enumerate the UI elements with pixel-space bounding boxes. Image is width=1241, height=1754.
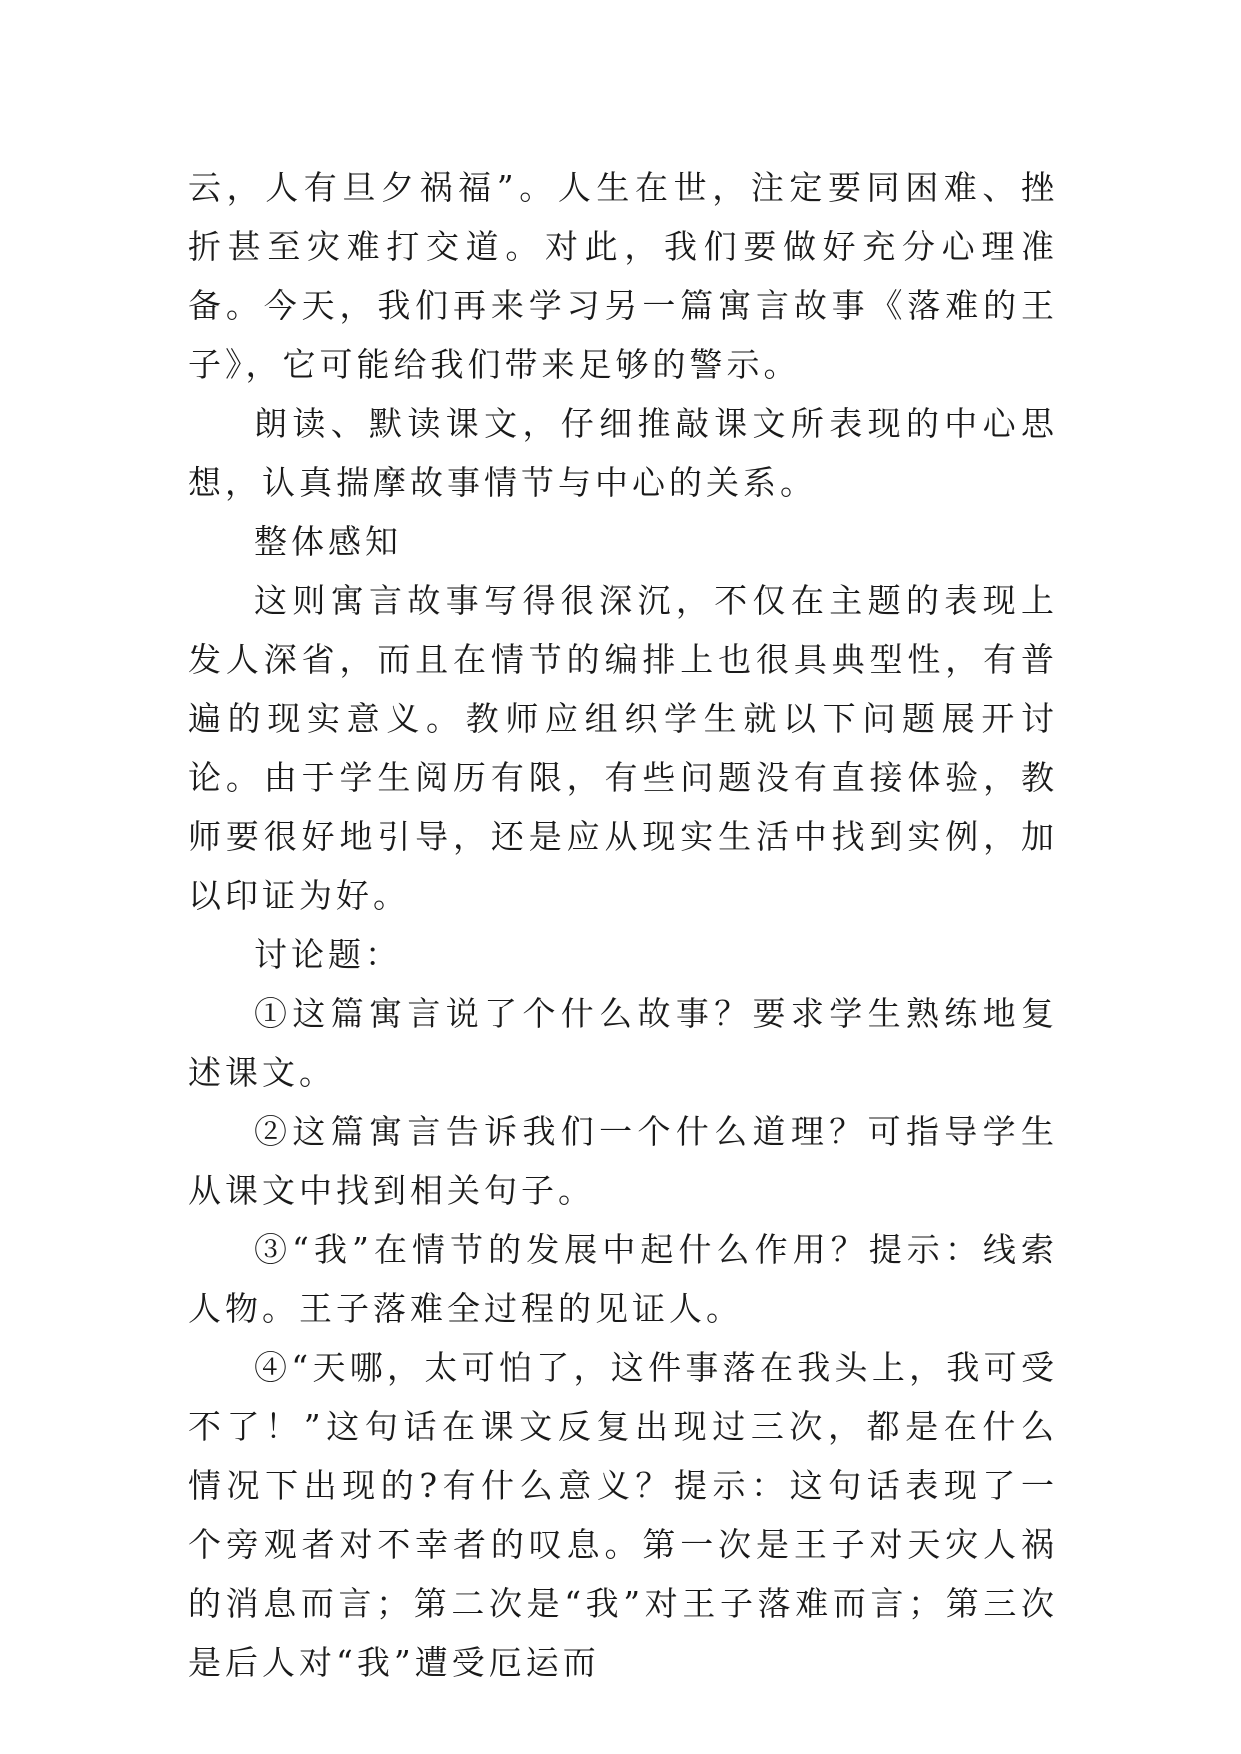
section-heading-overall-perception: 整体感知	[254, 522, 402, 561]
discussion-question-1: ①这篇寓言说了个什么故事？要求学生熟练地复述课文。	[188, 994, 1058, 1092]
discussion-question-4: ④“天哪，太可怕了，这件事落在我头上，我可受不了！”这句话在课文反复出现过三次，都是在什么情况下出现的?有什么意义？提示：这句话表现了一个旁观者对不幸者的叹息。第一次是王子对天灾人祸的消息而言；第二次是“我”对王子落难而言；第三次是后人对“我”遭受厄运而	[188, 1348, 1058, 1682]
document-body	[188, 158, 1058, 1692]
paragraph-continuation: 云，人有旦夕祸福”。人生在世，注定要同困难、挫折甚至灾难打交道。对此，我们要做好充分心理准备。今天，我们再来学习另一篇寓言故事《落难的王子》，它可能给我们带来足够的警示。	[188, 168, 1058, 384]
paragraph-story-analysis: 这则寓言故事写得很深沉，不仅在主题的表现上发人深省，而且在情节的编排上也很具典型性，有普遍的现实意义。教师应组织学生就以下问题展开讨论。由于学生阅历有限，有些问题没有直接体验，教师要很好地引导，还是应从现实生活中找到实例，加以印证为好。	[188, 581, 1058, 915]
discussion-question-2: ②这篇寓言告诉我们一个什么道理？可指导学生从课文中找到相关句子。	[188, 1112, 1058, 1210]
paragraph-reading-task: 朗读、默读课文，仔细推敲课文所表现的中心思想，认真揣摩故事情节与中心的关系。	[188, 404, 1058, 502]
discussion-question-3: ③“我”在情节的发展中起什么作用？提示：线索人物。王子落难全过程的见证人。	[188, 1230, 1058, 1328]
discussion-heading: 讨论题：	[254, 935, 402, 974]
